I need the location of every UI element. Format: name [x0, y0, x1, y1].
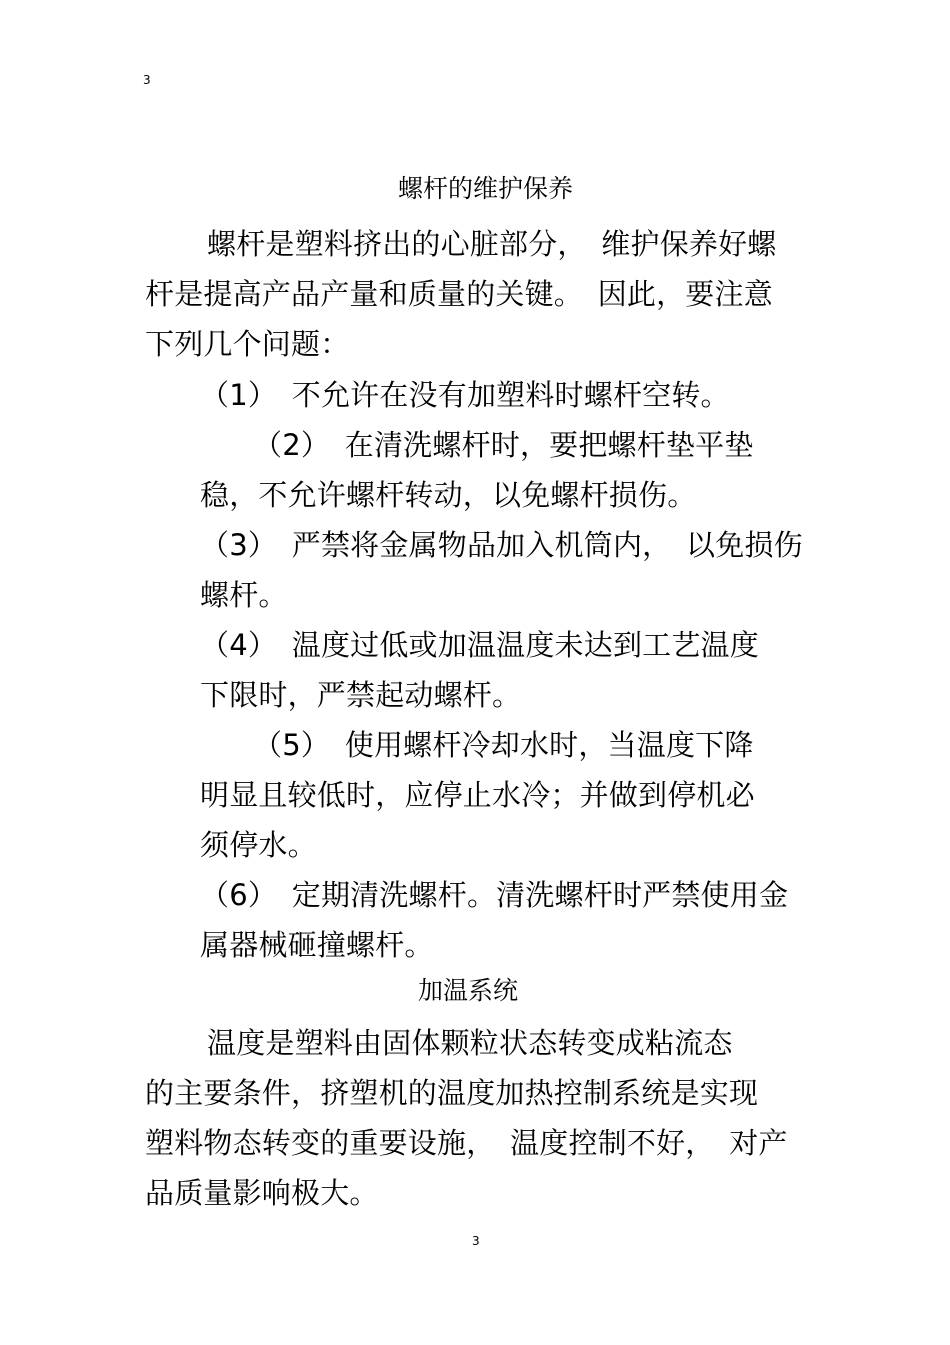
list-item-4: （4） 温度过低或加温温度未达到工艺温度 — [200, 628, 759, 662]
list-item-5: （5） 使用螺杆冷却水时，当温度下降 — [253, 728, 754, 762]
paragraph-line: 温度是塑料由固体颗粒状态转变成粘流态 — [207, 1026, 733, 1060]
list-item-3-cont: 螺杆。 — [200, 578, 288, 612]
paragraph-line: 杆是提高产品产量和质量的关键。 因此，要注意 — [145, 277, 773, 311]
list-item-2-cont: 稳，不允许螺杆转动，以免螺杆损伤。 — [200, 478, 697, 512]
list-item-5-cont: 须停水。 — [200, 828, 317, 862]
paragraph-line: 塑料物态转变的重要设施， 温度控制不好， 对产 — [145, 1126, 788, 1160]
list-item-3: （3） 严禁将金属物品加入机筒内， 以免损伤 — [200, 528, 803, 562]
page-number-top: 3 — [143, 73, 151, 87]
section-title-screw-maintenance: 螺杆的维护保养 — [398, 174, 574, 203]
paragraph-line: 的主要条件，挤塑机的温度加热控制系统是实现 — [145, 1076, 759, 1110]
paragraph-line: 下列几个问题： — [145, 327, 350, 361]
paragraph-line: 品质量影响极大。 — [145, 1176, 379, 1210]
list-item-5-cont: 明显且较低时，应停止水冷；并做到停机必 — [200, 778, 755, 812]
paragraph-line: 螺杆是塑料挤出的心脏部分， 维护保养好螺 — [207, 227, 777, 261]
list-item-6-cont: 属器械砸撞螺杆。 — [200, 928, 434, 962]
list-item-4-cont: 下限时，严禁起动螺杆。 — [200, 678, 522, 712]
list-item-1: （1） 不允许在没有加塑料时螺杆空转。 — [200, 378, 730, 412]
list-item-6: （6） 定期清洗螺杆。清洗螺杆时严禁使用金 — [200, 878, 789, 912]
list-item-2: （2） 在清洗螺杆时，要把螺杆垫平垫 — [253, 428, 754, 462]
page-number-bottom: 3 — [472, 1234, 480, 1248]
section-title-heating-system: 加温系统 — [418, 976, 519, 1005]
